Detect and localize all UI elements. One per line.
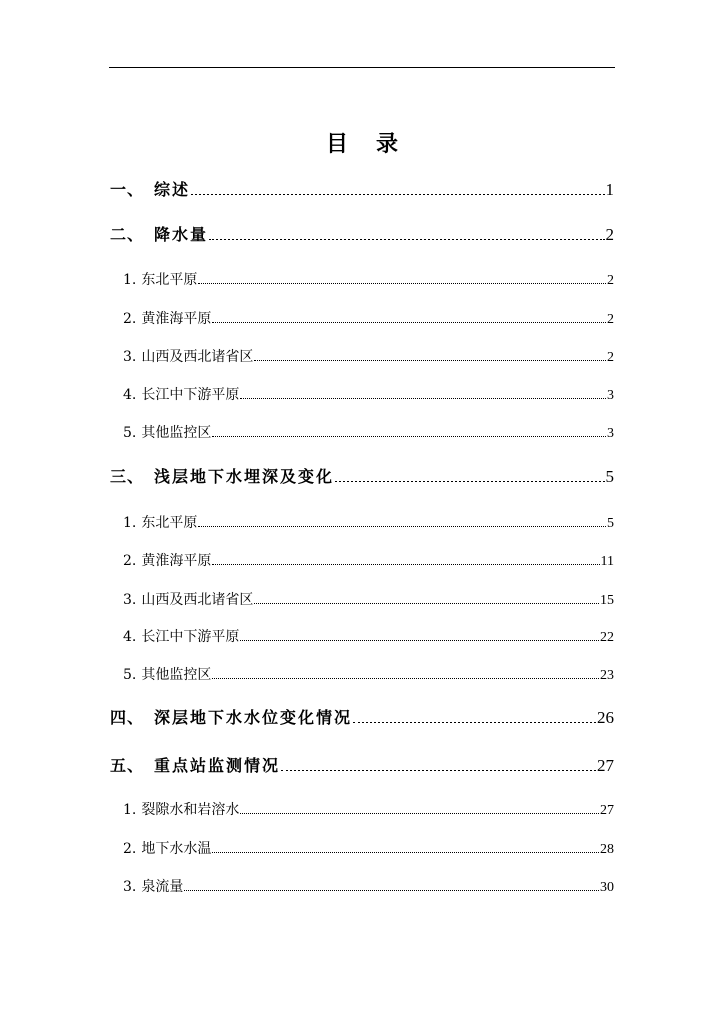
toc-dot-leader bbox=[254, 603, 599, 604]
toc-entry-page-number: 23 bbox=[600, 668, 614, 683]
toc-entry-label: 其他监控区 bbox=[141, 667, 212, 683]
toc-dot-leader bbox=[240, 813, 599, 814]
page-title bbox=[0, 130, 724, 158]
toc-entry-label: 长江中下游平原 bbox=[141, 387, 240, 403]
toc-subsection-entry[interactable] bbox=[123, 310, 614, 329]
toc-subsection-entry[interactable] bbox=[123, 271, 614, 290]
toc-entry-label: 地下水水温 bbox=[141, 841, 212, 857]
toc-section-entry[interactable] bbox=[110, 756, 614, 776]
toc-section-entry[interactable] bbox=[110, 180, 614, 200]
toc-dot-leader bbox=[240, 640, 599, 641]
toc-dot-leader bbox=[212, 436, 606, 437]
toc-entry-page-number: 28 bbox=[600, 842, 614, 857]
toc-entry-number: 2. bbox=[123, 553, 137, 569]
title-char-2: 录 bbox=[376, 131, 399, 157]
toc-dot-leader bbox=[335, 481, 604, 482]
toc-entry-number: 一、 bbox=[110, 180, 145, 199]
toc-entry-label: 降水量 bbox=[154, 225, 209, 244]
toc-entry-number: 4. bbox=[123, 387, 137, 403]
header-rule bbox=[109, 67, 615, 68]
toc-entry-number: 三、 bbox=[110, 467, 145, 486]
toc-entry-label: 浅层地下水埋深及变化 bbox=[154, 467, 335, 486]
toc-entry-label: 山西及西北诸省区 bbox=[141, 592, 254, 608]
toc-entry-page-number: 2 bbox=[607, 273, 614, 288]
toc-subsection-entry[interactable] bbox=[123, 424, 614, 443]
toc-entry-page-number: 2 bbox=[607, 312, 614, 327]
toc-entry-label: 长江中下游平原 bbox=[141, 629, 240, 645]
toc-entry-label: 黄淮海平原 bbox=[141, 553, 212, 569]
toc-entry-page-number: 3 bbox=[607, 426, 614, 441]
toc-subsection-entry[interactable] bbox=[123, 878, 614, 897]
toc-section-entry[interactable] bbox=[110, 708, 614, 728]
toc-entry-label: 裂隙水和岩溶水 bbox=[141, 802, 240, 818]
toc-entry-page-number: 2 bbox=[607, 350, 614, 365]
toc-entry-number: 5. bbox=[123, 425, 137, 441]
toc-entry-page-number: 15 bbox=[600, 593, 614, 608]
toc-dot-leader bbox=[209, 239, 604, 240]
toc-entry-label: 东北平原 bbox=[141, 272, 198, 288]
toc-entry-number: 3. bbox=[123, 879, 137, 895]
toc-section-entry[interactable] bbox=[110, 225, 614, 245]
toc-entry-number: 1. bbox=[123, 515, 137, 531]
toc-dot-leader bbox=[184, 890, 599, 891]
toc-entry-label: 重点站监测情况 bbox=[154, 756, 281, 775]
toc-entry-page-number: 5 bbox=[605, 467, 614, 486]
toc-dot-leader bbox=[212, 852, 599, 853]
toc-subsection-entry[interactable] bbox=[123, 666, 614, 685]
toc-dot-leader bbox=[191, 194, 604, 195]
toc-subsection-entry[interactable] bbox=[123, 514, 614, 533]
toc-subsection-entry[interactable] bbox=[123, 552, 614, 571]
toc-dot-leader bbox=[240, 398, 606, 399]
toc-entry-number: 2. bbox=[123, 311, 137, 327]
toc-entry-page-number: 30 bbox=[600, 880, 614, 895]
toc-dot-leader bbox=[254, 360, 606, 361]
toc-dot-leader bbox=[198, 526, 606, 527]
toc-entry-number: 5. bbox=[123, 667, 137, 683]
toc-entry-number: 五、 bbox=[110, 756, 145, 775]
toc-dot-leader bbox=[198, 283, 606, 284]
toc-entry-label: 东北平原 bbox=[141, 515, 198, 531]
toc-entry-page-number: 2 bbox=[605, 225, 614, 244]
toc-dot-leader bbox=[212, 564, 599, 565]
toc-entry-label: 深层地下水水位变化情况 bbox=[154, 708, 353, 727]
toc-entry-page-number: 5 bbox=[607, 516, 614, 531]
toc-entry-label: 其他监控区 bbox=[141, 425, 212, 441]
toc-dot-leader bbox=[281, 770, 596, 771]
toc-entry-page-number: 27 bbox=[600, 803, 614, 818]
toc-entry-page-number: 1 bbox=[605, 180, 614, 199]
toc-entry-page-number: 22 bbox=[600, 630, 614, 645]
toc-dot-leader bbox=[212, 322, 606, 323]
toc-subsection-entry[interactable] bbox=[123, 840, 614, 859]
toc-subsection-entry[interactable] bbox=[123, 348, 614, 367]
toc-entry-number: 二、 bbox=[110, 225, 145, 244]
toc-dot-leader bbox=[212, 678, 599, 679]
toc-entry-page-number: 26 bbox=[597, 708, 614, 727]
title-char-1: 目 bbox=[325, 131, 348, 157]
toc-entry-number: 1. bbox=[123, 802, 137, 818]
toc-entry-number: 1. bbox=[123, 272, 137, 288]
toc-entry-page-number: 11 bbox=[600, 554, 614, 569]
toc-entry-number: 3. bbox=[123, 592, 137, 608]
toc-entry-number: 4. bbox=[123, 629, 137, 645]
toc-dot-leader bbox=[353, 722, 596, 723]
toc-entry-label: 黄淮海平原 bbox=[141, 311, 212, 327]
toc-entry-page-number: 3 bbox=[607, 388, 614, 403]
toc-subsection-entry[interactable] bbox=[123, 386, 614, 405]
toc-entry-label: 泉流量 bbox=[141, 879, 184, 895]
toc-entry-label: 综述 bbox=[154, 180, 191, 199]
toc-entry-number: 四、 bbox=[110, 708, 145, 727]
toc-entry-number: 3. bbox=[123, 349, 137, 365]
toc-subsection-entry[interactable] bbox=[123, 628, 614, 647]
toc-section-entry[interactable] bbox=[110, 467, 614, 487]
toc-subsection-entry[interactable] bbox=[123, 801, 614, 820]
toc-subsection-entry[interactable] bbox=[123, 591, 614, 610]
toc-entry-label: 山西及西北诸省区 bbox=[141, 349, 254, 365]
toc-entry-page-number: 27 bbox=[597, 756, 614, 775]
toc-entry-number: 2. bbox=[123, 841, 137, 857]
